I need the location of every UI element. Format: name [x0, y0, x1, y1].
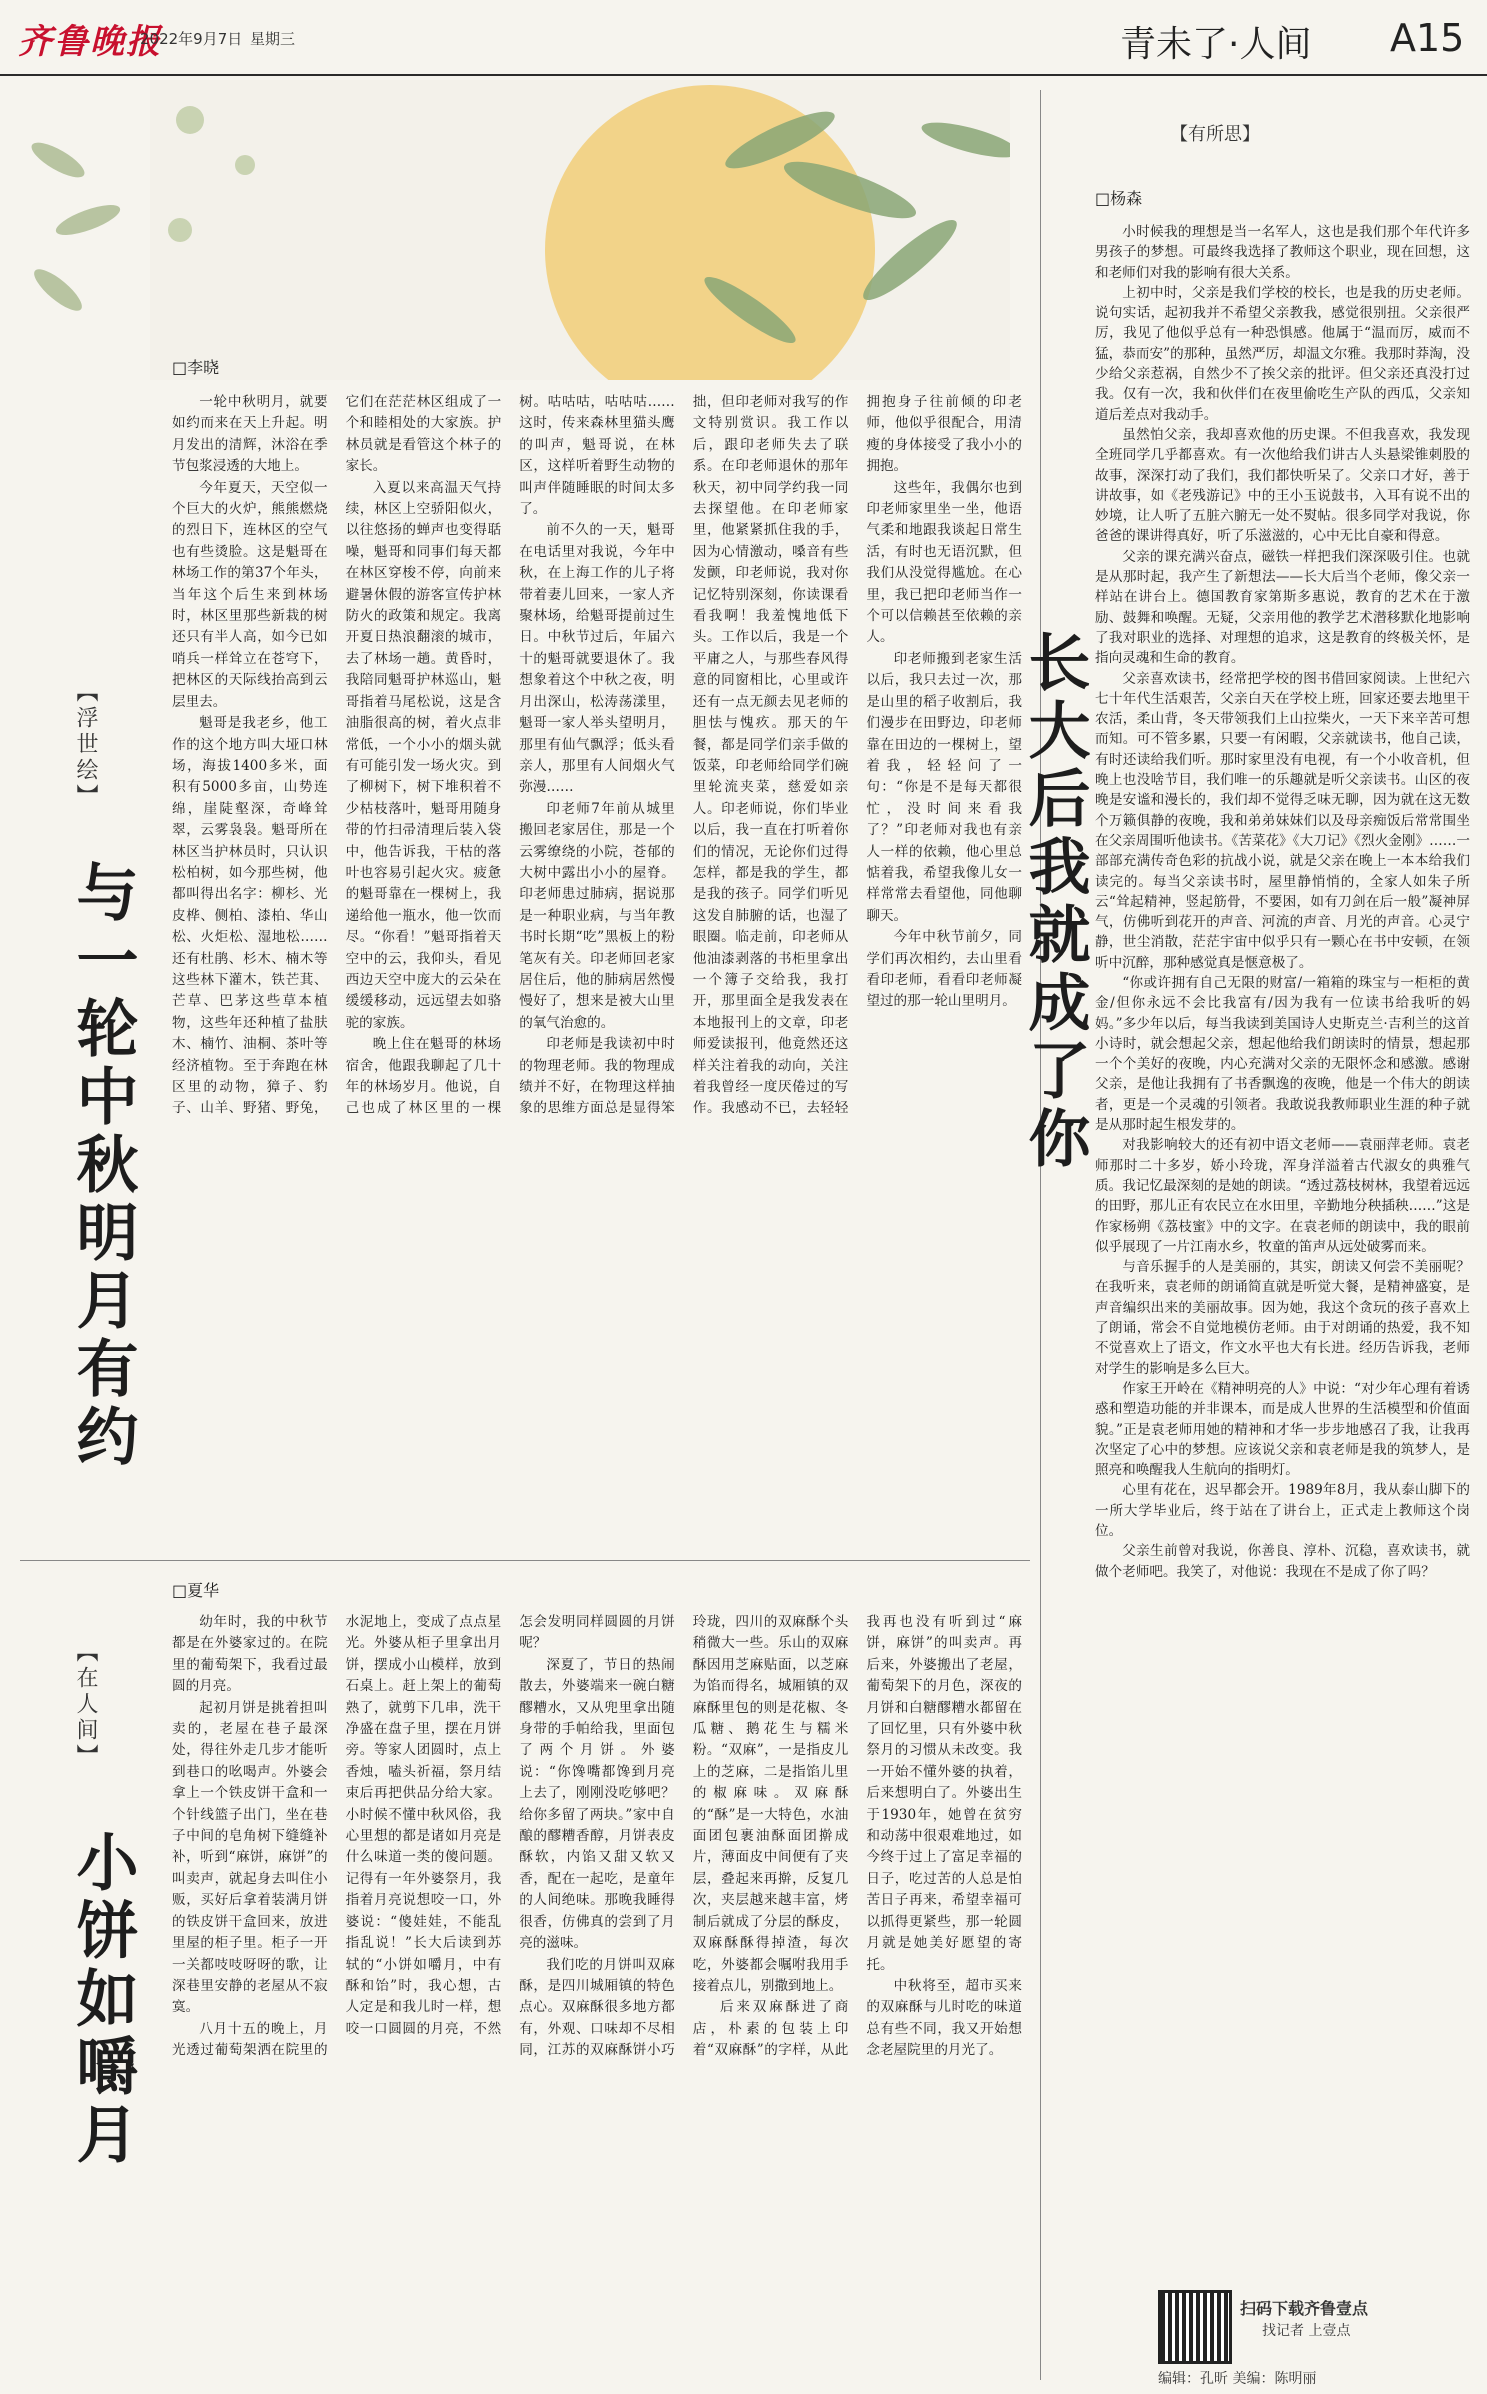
- paragraph: 一轮中秋明月，就要如约而来在天上升起。明月发出的清辉，沐浴在季节包浆浸透的大地上。: [172, 394, 328, 475]
- leaf-corner-decoration: [18, 120, 138, 360]
- paragraph: 印老师是我读初中时的物理老师。我的物理成绩并不好，在物理这样抽象的思维方面总是显得笨拙，但印老师对我写的作文特别赏识。我工作以后，跟印老师失去了联系。在印老师退休的那年秋天，初中同学约我一同去探望他。在印老师家里，他紧紧抓住我的手，因为心情激动，嗓音有些发颤，印老师说，我对你记忆特别深刻，你读课看看我啊！我羞愧地低下头。工作以后，我是一个平庸之人，与那些春风得意的同窗相比，心里或许还有一点无颜去见老师的胆怯与愧疚。那天的午餐，都是同学们亲手做的饭菜，印老师给同学们碗里轮流夹菜，慈爱如亲人。印老师说，你们毕业以后，我一直在打听着你们的情况，无论你们过得怎样，都是我的学生，都是我的孩子。同学们听见这发自肺腑的话，也湿了眼圈。临走前，印老师从他油漆剥落的书柜里拿出一个簿子交给我，我打开，那里面全是我发表在本地报刊上的文章，印老师爱读报刊，他竟然还这样关注着我的动向，关注着我曾经一度厌倦过的写作。我感动不已，去轻轻拥抱身子往前倾的印老师，他似乎很配合，用清瘦的身体接受了我小小的拥抱。: [519, 394, 1022, 1117]
- paragraph: 小时候我的理想是当一名军人，这也是我们那个年代许多男孩子的梦想。可最终我选择了教师这个职业，现在回想，这和老师们对我的影响有很大关系。: [1095, 224, 1470, 281]
- paragraph: 入夏以来高温天气持续，林区上空骄阳似火，以往悠扬的蝉声也变得聒噪，魁哥和同事们每天都在林区穿梭不停，向前来避暑休假的游客宣传护林防火的政策和规定。我离开夏日热浪翻滚的城市，去了林场一趟。黄昏时，我陪同魁哥护林巡山，魁哥指着马尾松说，这是含油脂很高的树，着火点非常低，一个小小的烟头就有可能引发一场火灾。到了柳树下，树下堆积着不少枯枝落叶，魁哥用随身带的竹扫帚清理后装入袋中，他告诉我，干枯的落叶也容易引起火灾。疲惫的魁哥靠在一棵树上，我递给他一瓶水，他一饮而尽。“你看！”魁哥指着天空中的云，我仰头，看见西边天空中庞大的云朵在缓缓移动，远远望去如骆驼的家族。: [345, 479, 502, 1031]
- paragraph: 后来双麻酥进了商店，朴素的包装上印着“双麻酥”的字样，从此我再也没有听到过“麻饼，麻饼”的叫卖声。再后来，外婆搬出了老屋，葡萄架下的月色，深夜的月饼和白糖醪糟水都留在了回忆里，只有外婆中秋祭月的习惯从未改变。我一开始不懂外婆的执着，后来想明白了。外婆出生于1930年，她曾在贫穷和动荡中很艰难地过，如今终于过上了富足幸福的日子，吃过苦的人总是怕苦日子再来，希望幸福可以抓得更紧些，那一轮圆月就是她美好愿望的寄托。: [692, 1614, 1022, 2059]
- qr-code[interactable]: [1158, 2290, 1232, 2364]
- paragraph: “你或许拥有自己无限的财富/一箱箱的珠宝与一柜柜的黄金/但你永远不会比我富有/因为我有一位读书给我听的妈妈。”多少年以后，每当我读到美国诗人史斯克兰·吉利兰的这首小诗时，就会想起父亲，想起他给我们朗读时的情景，想起那一个个美好的夜晚，内心充满对父亲的无限怀念和感激。感谢父亲，是他让我拥有了书香飘逸的夜晚，他是一个伟大的朗读者，更是一个灵魂的引领者。我敢说我教师职业生涯的种子就是从那时起生根发芽的。: [1095, 974, 1470, 1134]
- editor-credit: 编辑：孔昕 美编：陈明丽: [1158, 2371, 1317, 2387]
- paragraph: 作家王开岭在《精神明亮的人》中说：“对少年心理有着诱惑和塑造功能的并非课本，而是成人世界的生活模型和价值面貌。”正是袁老师用她的精神和才华一步步地感召了我，让我再次坚定了心中的梦想。应该说父亲和袁老师是我的筑梦人，是照亮和唤醒我人生航向的指明灯。: [1095, 1380, 1470, 1479]
- section-name: 青未了·人间: [1120, 24, 1312, 65]
- paragraph: 八月十五的晚上，月光透过葡萄架洒在院里的水泥地上，变成了点点星光。外婆从柜子里拿出月饼，摆成小山模样，放到石桌上。赶上架上的葡萄熟了，就剪下几串，洗干净盛在盘子里，摆在月饼旁。等家人团圆时，点上香烛，嗑头祈福，祭月结束后再把供品分给大家。小时候不懂中秋风俗，我心里想的都是诸如月亮是什么味道一类的傻问题。记得有一年外婆祭月，我指着月亮说想咬一口，外婆说：“傻娃娃，不能乱指乱说！”长大后读到苏轼的“小饼如嚼月，中有酥和饴”时，我心想，古人定是和我儿时一样，想咬一口圆圆的月亮，不然怎会发明同样圆圆的月饼呢？: [172, 1614, 675, 2059]
- article3-column-tag: 【有所思】: [1170, 124, 1260, 145]
- paragraph: 与音乐握手的人是美丽的，其实，朗读又何尝不美丽呢？在我听来，袁老师的朗诵简直就是听觉大餐，是精神盛宴，是声音编织出来的美丽故事。因为她，我这个贪玩的孩子喜欢上了朗诵，常会不自觉地模仿老师。由于对朗诵的热爱，我不知不觉喜欢上了语文，作文水平也大有长进。经历告诉我，老师对学生的影响是多么巨大。: [1095, 1259, 1470, 1377]
- moon-leaves-illustration: [150, 80, 1010, 380]
- article2-column-tag: 【在人间】: [73, 1640, 98, 1770]
- article1-column-tag: 【浮世绘】: [73, 680, 98, 810]
- paragraph: 上初中时，父亲是我们学校的校长，也是我的历史老师。说句实话，起初我并不希望父亲教我，感觉很别扭。父亲很严厉，我见了他似乎总有一种恐惧感。他属于“温而厉，威而不猛，恭而安”的那种，虽然严厉，却温文尔雅。我那时莽淘，没少给父亲惹祸，自然少不了挨父亲的批评。但父亲还真没打过我。仅有一次，我和伙伴们在夜里偷吃生产队的西瓜，父亲知道后差点对我动手。: [1095, 284, 1470, 423]
- article1-title: 与一轮中秋明月有约: [66, 860, 139, 1472]
- paragraph: 今年夏天，天空似一个巨大的火炉，熊熊燃烧的烈日下，连林区的空气也有些烫脸。这是魁哥在林场工作的第37个年头，当年这个后生来到林场时，林区里那些新栽的树还只有半人高，如今已如哨兵一样耸立在苍穹下，把林区的天际线抬高到云层里去。: [172, 479, 328, 710]
- article1-author: □李晓: [172, 358, 220, 377]
- paragraph: 前不久的一天，魁哥在电话里对我说，今年中秋，在上海工作的儿子将带着妻儿回来，一家人齐聚林场，给魁哥提前过生日。中秋节过后，年届六十的魁哥就要退休了。我想象着这个中秋之夜，明月出深山，松涛荡漾里，魁哥一家人举头望明月，那里有仙气飘浮；低头看亲人，那里有人间烟火气弥漫……: [519, 522, 675, 796]
- paragraph: 幼年时，我的中秋节都是在外婆家过的。在院里的葡萄架下，我看过最圆的月亮。: [172, 1614, 328, 1695]
- paragraph: 深夏了，节日的热闹散去，外婆端来一碗白糖醪糟水，又从兜里拿出随身带的手帕给我，里面包了两个月饼。外婆说：“你馋嘴都馋到月亮上去了，刚刚没吃够吧？给你多留了两块。”家中自酿的醪糟香醇，月饼表皮酥软，内馅又甜又软又香，配在一起吃，是童年的人间绝味。那晚我睡得很香，仿佛真的尝到了月亮的滋味。: [519, 1656, 675, 1952]
- qr-sub: 找记者 上壹点: [1262, 2323, 1351, 2339]
- article3-body: [1095, 222, 1470, 2282]
- paragraph: 中秋将至，超市买来的双麻酥与儿时吃的味道总有些不同，我又开始想念老屋院里的月光了。: [866, 1977, 1022, 2059]
- article2-author: □夏华: [172, 1581, 220, 1600]
- column-divider: [1040, 90, 1041, 2380]
- article2-body: [172, 1612, 1022, 2382]
- page-header: [0, 0, 1487, 76]
- page-number: A15: [1390, 16, 1465, 60]
- paragraph: 父亲喜欢读书，经常把学校的图书借回家阅读。上世纪六七十年代生活艰苦，父亲白天在学校上班，回家还要去地里干农活，柔山背，冬天带领我们上山拉柴火，一天下来辛苦可想而知。可不管多累，只要一有闲暇，父亲就读书，他自己读，有时还读给我们听。那时家里没有电视，有一个小收音机，但晚上也没啥节目，我们唯一的乐趣就是听父亲读书。山区的夜晚是安谧和漫长的，我们却不觉得乏味无聊，因为就在这无数个万籁俱静的夜晚，我和弟弟妹妹们以及母亲痴饭后常常围坐在父亲周围听他读书。《苦菜花》《大刀记》《烈火金刚》……一部部充满传奇色彩的抗战小说，就是父亲在晚上一本本给我们读完的。每当父亲读书时，屋里静悄悄的，全家人如朱子所云“耸起精神，竖起筋骨，不要困，如有刀剑在后一般”凝神屏气，仿佛听到花开的声音、河流的声音、月光的声音。心灵宁静，世尘消散，茫茫宇宙中似乎只有一颗心在书中安顿，在领听中沉醉，那种感觉真是惬意极了。: [1095, 670, 1470, 971]
- paragraph: 父亲的课充满兴奋点，磁铁一样把我们深深吸引住。也就是从那时起，我产生了新想法——长大后当个老师，像父亲一样站在讲台上。德国教育家第斯多惠说，教育的艺术在于激励、鼓舞和唤醒。无疑，父亲用他的教学艺术潜移默化地影响了我对职业的选择、对理想的追求，这是教育的终极关怀，是指向灵魂和生命的教育。: [1095, 548, 1470, 667]
- newspaper-brand: 齐鲁晚报: [18, 22, 162, 62]
- paragraph: 印老师7年前从城里搬回老家居住，那是一个云雾缭绕的小院，苍郁的大树中露出小小的屋脊。印老师患过肺病，据说那是一种职业病，与当年教书时长期“吃”黑板上的粉笔灰有关。印老师回老家居住后，他的肺病居然慢慢好了，想来是被大山里的氧气治愈的。: [519, 800, 675, 1031]
- paragraph: 虽然怕父亲，我却喜欢他的历史课。不但我喜欢，我发现全班同学几乎都喜欢。有一次他给我们讲古人头悬梁锥刺股的故事，深深打动了我们，我们都快听呆了。父亲口才好，善于讲故事，如《老残游记》中的王小玉说鼓书，入耳有说不出的妙境，让人听了五脏六腑无一处不熨帖。很多同学对我说，你爸爸的课讲得真好，听了乐滋滋的，心中无比自豪和得意。: [1095, 426, 1470, 545]
- paragraph: 对我影响较大的还有初中语文老师——袁丽萍老师。袁老师那时二十多岁，娇小玲珑，浑身洋溢着古代淑女的典雅气质。我记忆最深刻的是她的朗读。“透过荔枝树林，我望着远远的田野，那儿正有农民立在水田里，辛勤地分秧插秧……”这是作家杨朔《荔枝蜜》中的文字。在袁老师的朗读中，我的眼前似乎展现了一片江南水乡，牧童的笛声从远处破雾而来。: [1095, 1137, 1470, 1255]
- article1-body: [172, 392, 1022, 1542]
- paragraph: 父亲生前曾对我说，你善良、淳朴、沉稳，喜欢读书，就做个老师吧。我笑了，对他说：我现在不是成了你了吗？: [1095, 1543, 1470, 1580]
- article3-author: □杨森: [1095, 189, 1143, 208]
- paragraph: 魁哥是我老乡，他工作的这个地方叫大垭口林场，海拔1400多米，面积有5000多亩，山势连绵，崖陡壑深，奇峰耸翠，云雾袅袅。魁哥所在林区当护林员时，只认识松柏树，如今那些树，他都叫得出名字：柳杉、光皮桦、侧柏、漆柏、华山松、火炬松、湿地松……还有杜鹃、杉木、楠木等这些林下灌木，铁芒萁、芒草、巴茅这些草本植物，这些年还种植了盐肤木、楠竹、油桐、茶叶等经济植物。至于奔跑在林区里的动物，獐子、豹子、山羊、野猪、野兔，它们在茫茫林区组成了一个和睦相处的大家族。护林员就是看管这个林子的家长。: [172, 394, 502, 1117]
- article2-title: 小饼如嚼月: [66, 1830, 139, 2170]
- issue-date: 2022年9月7日: [140, 30, 243, 48]
- paragraph: 心里有花在，迟早都会开。1989年8月，我从泰山脚下的一所大学毕业后，终于站在了讲台上，正式走上教师这个岗位。: [1095, 1482, 1470, 1539]
- article3-title: 长大后我就成了你: [1018, 630, 1091, 1174]
- paragraph: 印老师搬到老家生活以后，我只去过一次，那是山里的稻子收割后，我们漫步在田野边，印老师靠在田边的一棵树上，望着我，轻轻问了一句：“你是不是每天都很忙，没时间来看我了？”印老师对我也有亲人一样的依赖，他心里总惦着我，希望我像儿女一样常常去看望他，同他聊聊天。: [866, 650, 1022, 924]
- paragraph: 这些年，我偶尔也到印老师家里坐一坐，他语气柔和地跟我谈起日常生活，有时也无语沉默，但我们从没觉得尴尬。在心里，我已把印老师当作一个可以信赖甚至依赖的亲人。: [866, 479, 1022, 646]
- paragraph: 起初月饼是挑着担叫卖的，老屋在巷子最深处，得往外走几步才能听到巷口的吆喝声。外婆会拿上一个铁皮饼干盒和一个针线篮子出门，坐在巷子中间的皂角树下缝缝补补，听到“麻饼，麻饼”的叫卖声，就起身去叫住小贩，买好后拿着装满月饼的铁皮饼干盒回来，放进里屋的柜子里。柜子一开一关都吱吱呀呀的歌，让深巷里安静的老屋从不寂寞。: [172, 1699, 328, 2016]
- article-divider: [20, 1560, 1030, 1561]
- paragraph: 我们吃的月饼叫双麻酥，是四川城厢镇的特色点心。双麻酥很多地方都有，外观、口味却不尽相同，江苏的双麻酥饼小巧玲珑，四川的双麻酥个头稍微大一些。乐山的双麻酥因用芝麻贴面，以芝麻为馅而得名，城厢镇的双麻酥里包的则是花椒、冬瓜糖、鹅花生与糯米粉。“双麻”，一是指皮儿上的芝麻，二是指馅儿里的椒麻味。双麻酥的“酥”是一大特色，水油面团包裹油酥面团擀成片，薄面皮中间便有了夹层，叠起来再擀，反复几次，夹层越来越丰富，烤制后就成了分层的酥皮，双麻酥酥得掉渣，每次吃，外婆都会嘱咐我用手接着点儿，别撒到地上。: [519, 1614, 849, 2059]
- qr-label: 扫码下载齐鲁壹点: [1240, 2299, 1369, 2318]
- issue-weekday: 星期三: [250, 30, 296, 48]
- paragraph: 晚上住在魁哥的林场宿舍，他跟我聊起了几十年的林场岁月。他说，自己也成了林区里的一棵树。咕咕咕，咕咕咕……这时，传来森林里猫头鹰的叫声，魁哥说，在林区，这样听着野生动物的叫声伴随睡眠的时间太多了。: [345, 394, 675, 1117]
- paragraph: 今年中秋节前夕，同学们再次相约，去山里看看印老师，看看印老师凝望过的那一轮山里明月。: [866, 929, 1022, 1010]
